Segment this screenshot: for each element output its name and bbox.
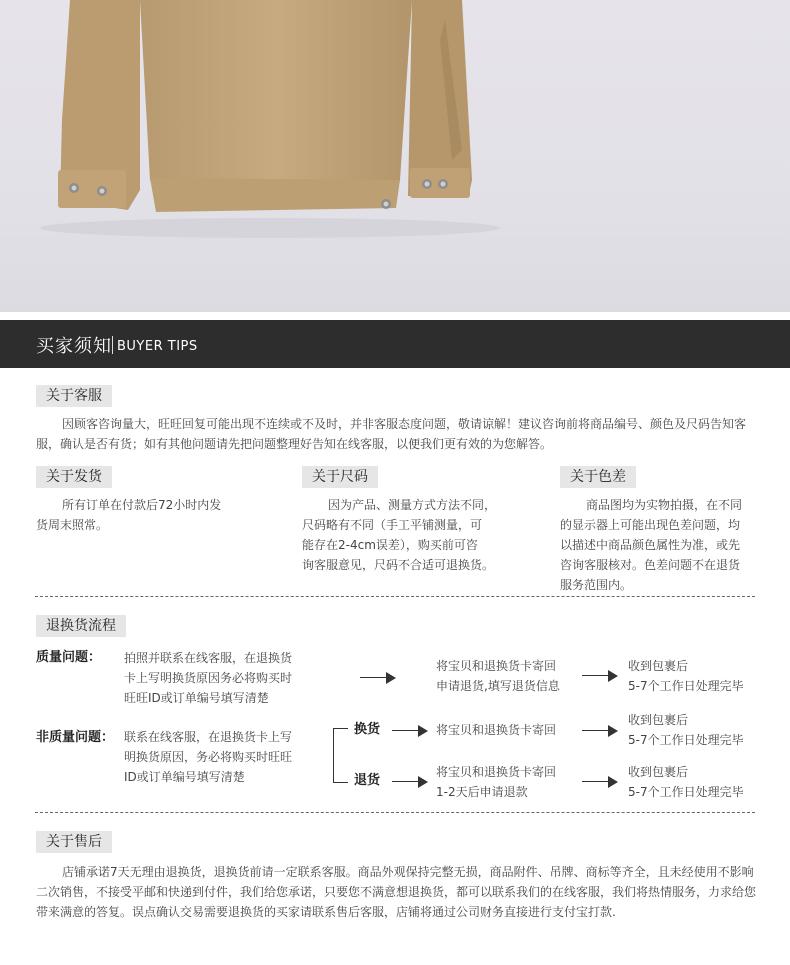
refund-step3: 收到包裹后 5-7个工作日处理完毕 <box>628 765 744 799</box>
product-photo <box>0 0 790 312</box>
exchange-step3: 收到包裹后 5-7个工作日处理完毕 <box>628 713 744 747</box>
quality-step2: 将宝贝和退换货卡寄回 申请退货,填写退货信息 <box>436 659 560 693</box>
service-text: 因顾客咨询量大，旺旺回复可能出现不连续或不及时，并非客服态度问题，敬请谅解！建议咨询前将商品编号、颜色及尺码告知客服，确认是否有货；如有其他问题请先把问题整理好告知在线客服，以便我们更有效的为您解答。 <box>36 417 747 451</box>
exchange-label: 换货 <box>354 722 381 737</box>
quality-desc: 拍照并联系在线客服，在退换货 卡上写明换货原因务必将购买时 旺旺ID或订单编号填写清楚 <box>124 651 293 705</box>
size-text: 因为产品、测量方式方法不同， 尺码略有不同（手工平铺测量，可 能存在2-4cm误差），购买前可咨 询客服意见，尺码不合适可退换货。 <box>302 498 497 572</box>
nonquality-label: 非质量问题： <box>36 730 115 745</box>
banner-title-en: BUYER TIPS <box>117 339 198 354</box>
shipping-tag: 关于发货 <box>36 466 112 488</box>
arrow-right-icon <box>582 670 618 682</box>
service-tag: 关于客服 <box>36 385 112 407</box>
refund-step2: 将宝贝和退换货卡寄回 1-2天后申请退款 <box>436 765 557 799</box>
divider-1 <box>35 596 755 597</box>
arrow-right-icon <box>582 725 618 737</box>
photo-spacer <box>0 312 790 320</box>
arrow-right-icon <box>392 776 428 788</box>
color-text: 商品图均为实物拍摄，在不同 的显示器上可能出现色差问题，均 以描述中商品颜色属性为准，或先 咨询客服核对。色差问题不在退货 服务范围内。 <box>560 498 743 592</box>
arrow-right-icon <box>392 725 428 737</box>
quality-label: 质量问题： <box>36 650 102 665</box>
nonquality-desc: 联系在线客服，在退换货卡上写 明换货原因，务必将购买时旺旺 ID或订单编号填写清楚 <box>124 730 293 784</box>
arrow-right-icon <box>360 672 396 684</box>
refund-label: 退货 <box>354 773 381 788</box>
color-tag: 关于色差 <box>560 466 636 488</box>
exchange-step2: 将宝贝和退换货卡寄回 <box>436 723 557 737</box>
buyer-tips-banner <box>0 320 790 368</box>
divider-2 <box>35 812 755 813</box>
jacket-illustration <box>0 0 790 312</box>
banner-divider <box>112 336 113 354</box>
size-tag: 关于尺码 <box>302 466 378 488</box>
aftersale-text: 店铺承诺7天无理由退换货，退换货前请一定联系客服。商品外观保持完整无损，商品附件、吊牌、商标等齐全，且未经使用不影响二次销售，不接受平邮和快递到付件，我们给您承诺，只要您不满意想退换货，都可以联系我们的在线客服，我们将热情服务，力求给您带来满意的答复。误点确认交易需要退换货的买家请联系售后客服，店铺将通过公司财务直接进行支付宝打款. <box>36 865 757 919</box>
flow-bracket <box>333 728 348 783</box>
quality-step3: 收到包裹后 5-7个工作日处理完毕 <box>628 659 744 693</box>
aftersale-tag: 关于售后 <box>36 831 112 853</box>
returns-tag: 退换货流程 <box>36 615 126 637</box>
arrow-right-icon <box>582 776 618 788</box>
shipping-text: 所有订单在付款后72小时内发 货周末照常。 <box>36 498 222 532</box>
banner-title-cn: 买家须知 <box>36 336 112 357</box>
